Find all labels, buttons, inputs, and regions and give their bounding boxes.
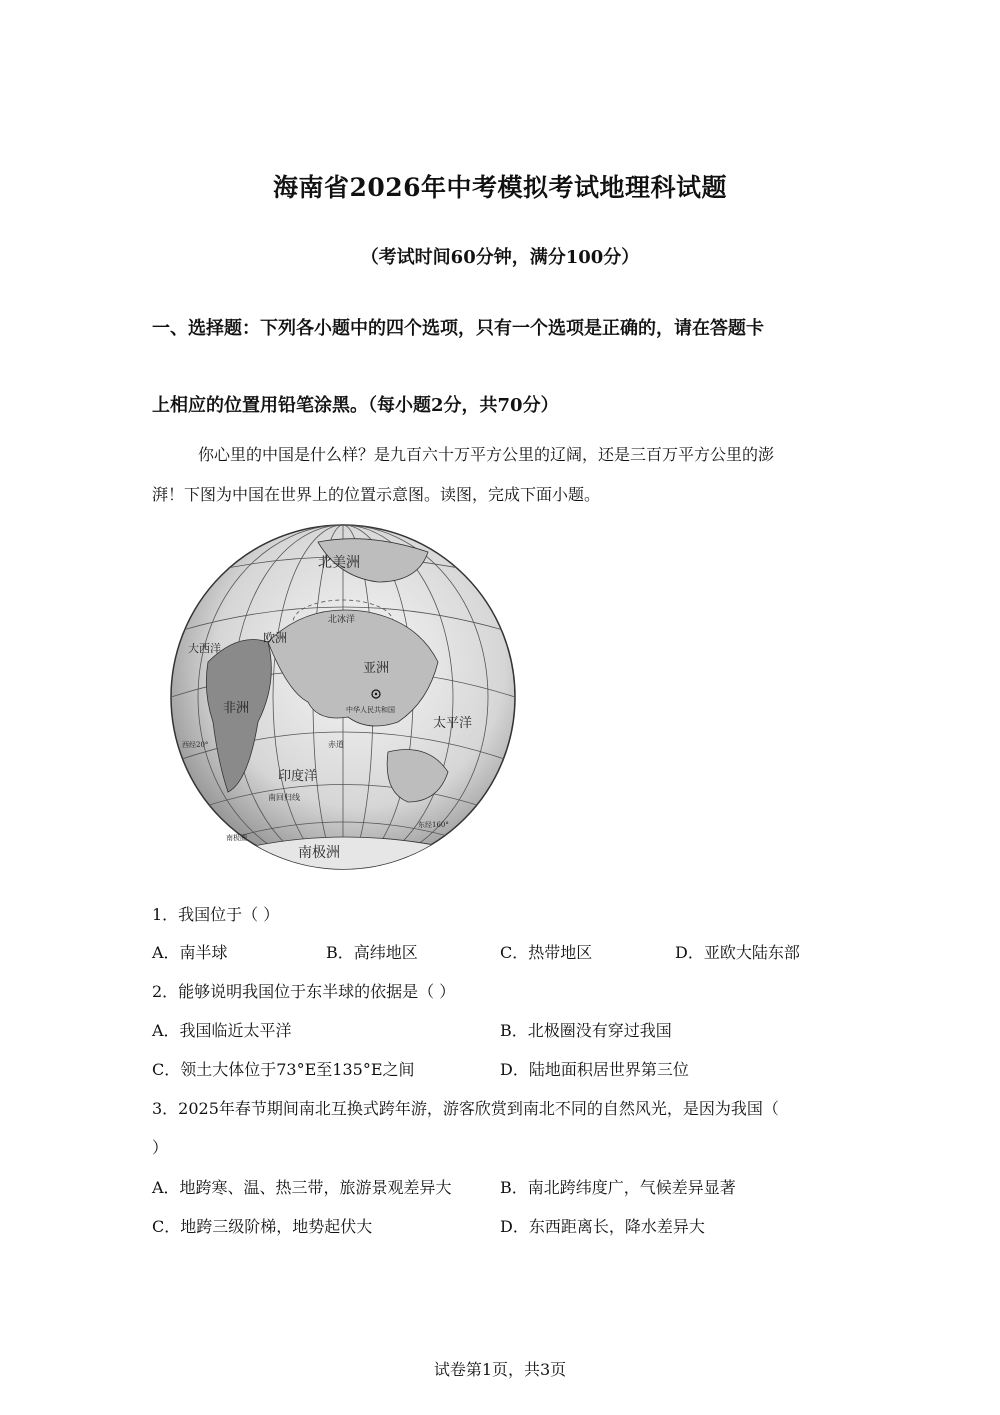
q3-option-b[interactable]: B．南北跨纬度广，气候差异显著 bbox=[500, 1178, 736, 1197]
q3-option-d[interactable]: D．东西距离长，降水差异大 bbox=[500, 1217, 705, 1236]
q2-option-d[interactable]: D．陆地面积居世界第三位 bbox=[500, 1060, 689, 1079]
question-3-stem: 3．2025年春节期间南北互换式跨年游，游客欣赏到南北不同的自然风光，是因为我国（ bbox=[152, 1099, 779, 1118]
q3-option-c[interactable]: C．地跨三级阶梯，地势起伏大 bbox=[152, 1217, 373, 1236]
label-pacific: 太平洋 bbox=[433, 716, 473, 731]
label-europe: 欧洲 bbox=[263, 631, 288, 645]
label-antarctic-circle: 南极圈 bbox=[226, 834, 247, 842]
q3-option-a[interactable]: A．地跨寒、温、热三带，旅游景观差异大 bbox=[152, 1178, 452, 1197]
label-africa: 非洲 bbox=[223, 701, 250, 716]
label-lon-west20: 西经20° bbox=[182, 741, 209, 749]
question-1-stem: 1．我国位于（ ） bbox=[152, 905, 280, 924]
capital-dot bbox=[375, 693, 377, 695]
q2-option-b[interactable]: B．北极圈没有穿过我国 bbox=[500, 1021, 672, 1040]
label-arctic-ocean: 北冰洋 bbox=[328, 615, 356, 625]
q1-option-c[interactable]: C．热带地区 bbox=[500, 943, 593, 962]
label-equator: 赤道 bbox=[328, 740, 344, 749]
q2-option-c[interactable]: C．领土大体位于73°E至135°E之间 bbox=[152, 1060, 415, 1079]
question-2-stem: 2．能够说明我国位于东半球的依据是（ ） bbox=[152, 982, 456, 1001]
q1-option-a[interactable]: A．南半球 bbox=[152, 943, 228, 962]
label-lon-east160: 东经160° bbox=[418, 821, 449, 829]
intro-line1: 你心里的中国是什么样？是九百六十万平方公里的辽阔，还是三百万平方公里的澎 bbox=[198, 445, 775, 464]
q1-option-d[interactable]: D．亚欧大陆东部 bbox=[675, 943, 800, 962]
intro-line2: 湃！下图为中国在世界上的位置示意图。读图，完成下面小题。 bbox=[152, 485, 601, 504]
label-tropic-capricorn: 南回归线 bbox=[268, 793, 300, 802]
label-indian-ocean: 印度洋 bbox=[278, 769, 318, 784]
label-asia: 亚洲 bbox=[363, 661, 390, 676]
label-antarctica: 南极洲 bbox=[298, 845, 340, 861]
label-north-america: 北美洲 bbox=[318, 555, 360, 571]
page-title: 海南省2026年中考模拟考试地理科试题 bbox=[272, 173, 728, 202]
q1-option-b[interactable]: B．高纬地区 bbox=[326, 943, 418, 962]
section-heading-line1: 一、选择题：下列各小题中的四个选项，只有一个选项是正确的，请在答题卡 bbox=[152, 318, 764, 339]
label-china: 中华人民共和国 bbox=[346, 706, 395, 714]
question-3-stem-cont: ） bbox=[152, 1138, 169, 1157]
section-heading-line2: 上相应的位置用铅笔涂黑。（每小题2分，共70分） bbox=[152, 395, 559, 416]
exam-info: （考试时间60分钟，满分100分） bbox=[360, 247, 640, 268]
page-footer: 试卷第1页，共3页 bbox=[433, 1360, 567, 1379]
q2-option-a[interactable]: A．我国临近太平洋 bbox=[152, 1021, 292, 1040]
label-atlantic: 大西洋 bbox=[188, 642, 221, 655]
globe-map bbox=[168, 522, 518, 872]
